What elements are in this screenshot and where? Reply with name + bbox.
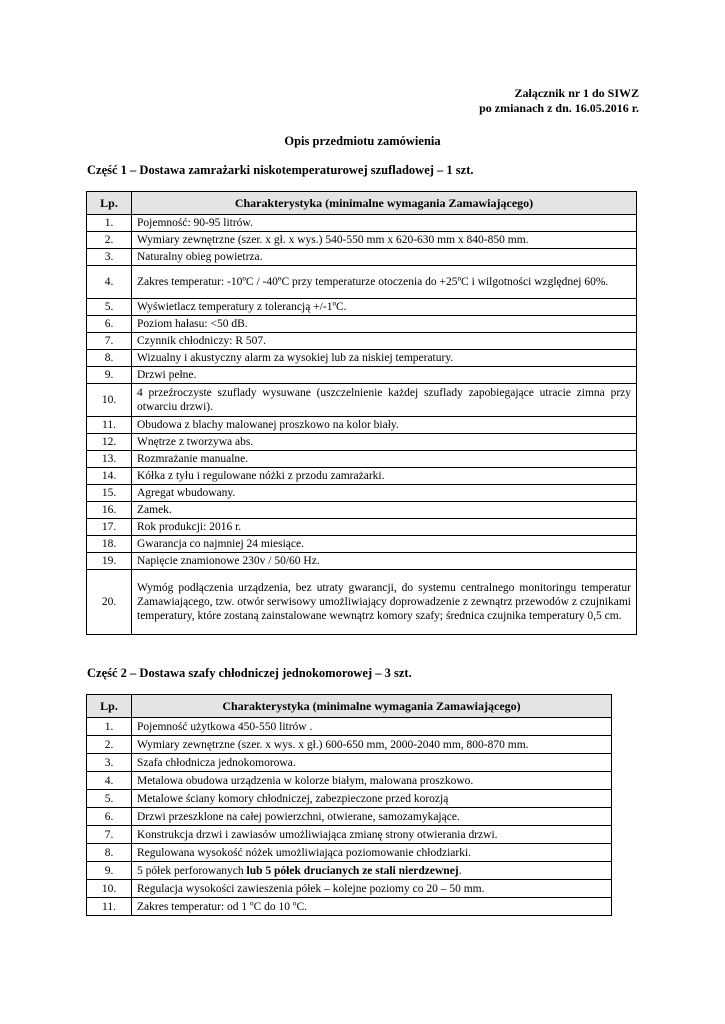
table-row [87, 232, 637, 249]
table-row [87, 536, 637, 553]
row-number: 5. [87, 299, 132, 316]
row-number: 13. [87, 451, 132, 468]
table-row [87, 790, 612, 808]
row-characteristic: Metalowa obudowa urządzenia w kolorze białym, malowana proszkowo. [132, 772, 612, 790]
col-lp-header: Lp. [87, 695, 132, 718]
table-row [87, 316, 637, 333]
table-row [87, 434, 637, 451]
table-row [87, 468, 637, 485]
row-characteristic: Agregat wbudowany. [132, 485, 637, 502]
row-number: 5. [87, 790, 132, 808]
table-row [87, 718, 612, 736]
table-row [87, 862, 612, 880]
table-row [87, 754, 612, 772]
row-number: 8. [87, 350, 132, 367]
row-characteristic: Szafa chłodnicza jednokomorowa. [132, 754, 612, 772]
part1-heading: Część 1 – Dostawa zamrażarki niskotemperaturowej szufladowej – 1 szt. [87, 163, 474, 177]
row-characteristic: 4 przeźroczyste szuflady wysuwane (uszczelnienie każdej szuflady zapobiegające utracie zimna przy otwarciu drzwi). [132, 384, 637, 417]
table-row [87, 519, 637, 536]
row-number: 18. [87, 536, 132, 553]
table-row [87, 772, 612, 790]
row-characteristic: Zakres temperatur: od 1 ºC do 10 ºC. [132, 898, 612, 916]
row-characteristic: Obudowa z blachy malowanej proszkowo na kolor biały. [132, 417, 637, 434]
row-number: 10. [87, 880, 132, 898]
part2-table-body [87, 718, 612, 916]
row-number: 20. [87, 570, 132, 635]
table-row [87, 898, 612, 916]
table-row [87, 367, 637, 384]
row-characteristic: Zakres temperatur: -10ºC / -40ºC przy temperaturze otoczenia do +25ºC i wilgotności względnej 60%. [132, 266, 637, 299]
row-number: 7. [87, 826, 132, 844]
row-characteristic: Napięcie znamionowe 230v / 50/60 Hz. [132, 553, 637, 570]
row-characteristic: Wyświetlacz temperatury z tolerancją +/-1ºC. [132, 299, 637, 316]
row-characteristic: Regulacja wysokości zawieszenia półek – kolejne poziomy co 20 – 50 mm. [132, 880, 612, 898]
row-characteristic: Poziom hałasu: <50 dB. [132, 316, 637, 333]
row-number: 14. [87, 468, 132, 485]
row-characteristic: Rok produkcji: 2016 r. [132, 519, 637, 536]
row-characteristic: Naturalny obieg powietrza. [132, 249, 637, 266]
row-characteristic: Czynnik chłodniczy: R 507. [132, 333, 637, 350]
table-row [87, 736, 612, 754]
row-number: 19. [87, 553, 132, 570]
row-number: 9. [87, 367, 132, 384]
row-number: 17. [87, 519, 132, 536]
row-characteristic: Wymiary zewnętrzne (szer. x gł. x wys.) 540-550 mm x 620-630 mm x 840-850 mm. [132, 232, 637, 249]
row-characteristic [132, 862, 612, 880]
row-number: 9. [87, 862, 132, 880]
row-characteristic: Konstrukcja drzwi i zawiasów umożliwiająca zmianę strony otwierania drzwi. [132, 826, 612, 844]
row-number: 11. [87, 898, 132, 916]
part2-heading: Część 2 – Dostawa szafy chłodniczej jednokomorowej – 3 szt. [87, 666, 412, 680]
table-row [87, 417, 637, 434]
part1-table [86, 191, 637, 635]
row-characteristic: Zamek. [132, 502, 637, 519]
table-row [87, 570, 637, 635]
part2-header-row [87, 695, 612, 718]
table-row [87, 844, 612, 862]
row-number: 1. [87, 718, 132, 736]
table-row [87, 384, 637, 417]
row-characteristic: Wymóg podłączenia urządzenia, bez utraty gwarancji, do systemu centralnego monitoringu temperatur Zamawiającego, tzw. otwór serwisowy umożliwiający doprowadzenie z zewnątrz przewodów z czujnikami temperatury, które zostaną zainstalowane wewnątrz komory szafy; średnica czujnika temperatury 0,5 cm. [132, 570, 637, 635]
table-row [87, 502, 637, 519]
row-characteristic: Wnętrze z tworzywa abs. [132, 434, 637, 451]
row-number: 2. [87, 736, 132, 754]
table-row [87, 299, 637, 316]
table-row [87, 485, 637, 502]
row-number: 8. [87, 844, 132, 862]
part2-table [86, 694, 612, 916]
row-characteristic: Pojemność użytkowa 450-550 litrów . [132, 718, 612, 736]
table-row [87, 215, 637, 232]
row-number: 15. [87, 485, 132, 502]
part1-table-body [87, 215, 637, 635]
row-text-emphasis: lub 5 półek drucianych ze stali nierdzewnej [246, 864, 459, 877]
row-characteristic: Wizualny i akustyczny alarm za wysokiej lub za niskiej temperatury. [132, 350, 637, 367]
row-characteristic: Rozmrażanie manualne. [132, 451, 637, 468]
row-characteristic: Pojemność: 90-95 litrów. [132, 215, 637, 232]
row-number: 3. [87, 249, 132, 266]
table-row [87, 350, 637, 367]
table-row [87, 333, 637, 350]
row-number: 2. [87, 232, 132, 249]
row-number: 3. [87, 754, 132, 772]
col-characteristics-header: Charakterystyka (minimalne wymagania Zamawiającego) [132, 695, 612, 718]
part1-header-row [87, 192, 637, 215]
row-number: 6. [87, 808, 132, 826]
table-row [87, 451, 637, 468]
table-row [87, 249, 637, 266]
row-number: 4. [87, 772, 132, 790]
row-number: 16. [87, 502, 132, 519]
row-characteristic: Drzwi pełne. [132, 367, 637, 384]
row-characteristic: Drzwi przeszklone na całej powierzchni, otwierane, samozamykające. [132, 808, 612, 826]
row-number: 4. [87, 266, 132, 299]
row-characteristic: Wymiary zewnętrzne (szer. x wys. x gł.) 600-650 mm, 2000-2040 mm, 800-870 mm. [132, 736, 612, 754]
table-row [87, 808, 612, 826]
row-characteristic: Regulowana wysokość nóżek umożliwiająca poziomowanie chłodziarki. [132, 844, 612, 862]
row-number: 6. [87, 316, 132, 333]
col-lp-header: Lp. [87, 192, 132, 215]
col-characteristics-header: Charakterystyka (minimalne wymagania Zamawiającego) [132, 192, 637, 215]
table-row [87, 826, 612, 844]
attachment-label: Załącznik nr 1 do SIWZ [514, 86, 639, 100]
table-row [87, 880, 612, 898]
document-title: Opis przedmiotu zamówienia [284, 134, 441, 148]
row-number: 10. [87, 384, 132, 417]
table-row [87, 553, 637, 570]
table-row [87, 266, 637, 299]
document-header [479, 86, 639, 116]
row-text: 5 półek perforowanych [137, 864, 247, 877]
row-characteristic: Metalowe ściany komory chłodniczej, zabezpieczone przed korozją [132, 790, 612, 808]
row-characteristic: Gwarancja co najmniej 24 miesiące. [132, 536, 637, 553]
amendment-date: po zmianach z dn. 16.05.2016 r. [479, 101, 639, 115]
row-text: . [458, 864, 462, 877]
row-number: 12. [87, 434, 132, 451]
row-number: 11. [87, 417, 132, 434]
row-number: 1. [87, 215, 132, 232]
row-number: 7. [87, 333, 132, 350]
row-characteristic: Kółka z tyłu i regulowane nóżki z przodu zamrażarki. [132, 468, 637, 485]
